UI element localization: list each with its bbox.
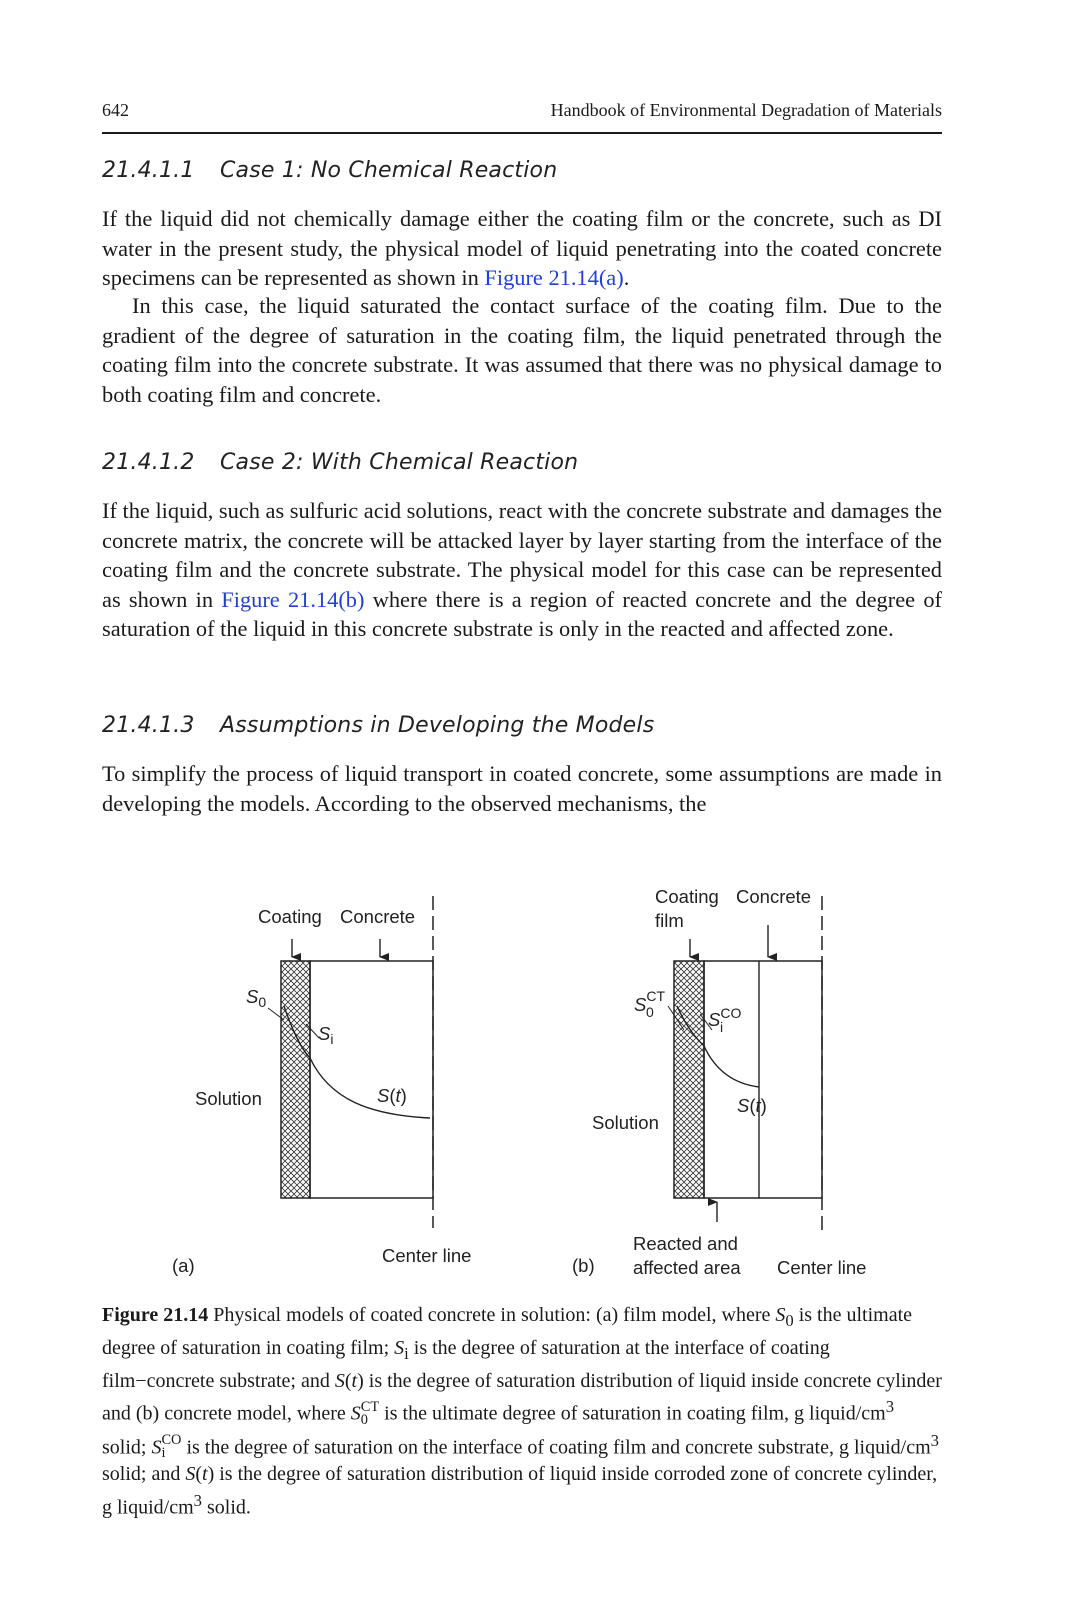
s0-label-a: $S_0$ xyxy=(246,986,267,1010)
header-rule xyxy=(102,132,942,134)
running-header xyxy=(102,100,942,124)
concrete-box-a xyxy=(310,961,433,1198)
solution-label-b: Solution xyxy=(592,1112,659,1133)
figure-link-21-14b[interactable]: Figure 21.14(b) xyxy=(221,586,365,612)
center-line-label-b: Center line xyxy=(777,1257,867,1278)
st-label-b: S(t) xyxy=(737,1095,767,1116)
section-number: 21.4.1.2 xyxy=(102,450,195,475)
solution-label-a: Solution xyxy=(195,1088,262,1109)
figure-caption: Figure 21.14 Physical models of coated concrete in solution: (a) film model, where $S_0$ is the ultimate degree of saturation in coating film; $S_i$ is the degree of saturation at the interface of coating film−concrete substrate; and S(t) is the degree of saturation distribution of liquid inside concrete cylinder and (b) concrete model, where S CT 0 is the ultimate degree of saturation in coating film, g liquid/$cm^3$ solid; S CO i is the degree of saturation on the interface of coating film and concrete substrate, g liquid/$cm^3$ solid; and S(t) is the degree of saturation distribution of liquid inside corroded zone of concrete cylinder, g liquid/$cm^3$ solid. xyxy=(102,1304,942,1519)
section-number: 21.4.1.1 xyxy=(102,158,195,183)
section-number: 21.4.1.3 xyxy=(102,713,195,738)
panel-label-a: (a) xyxy=(172,1255,195,1276)
section-title: Case 1: No Chemical Reaction xyxy=(220,158,558,183)
concrete-label-b: Concrete xyxy=(736,886,812,907)
center-line-label-a: Center line xyxy=(382,1245,472,1266)
reacted-area-label-b: Reacted and affected area xyxy=(633,1233,741,1278)
s0ct-label-b: $S^{CT}$ 0 xyxy=(634,988,666,1020)
figure-21-14 xyxy=(0,860,1067,1280)
si-label-a: $S_i$ xyxy=(318,1023,334,1047)
diagram-b-concrete-model xyxy=(572,886,866,1278)
paragraph-assumptions: To simplify the process of liquid transport in coated concrete, some assumptions are made in developing the models. According to the observed mechanisms, the xyxy=(102,761,942,816)
coating-film-hatch-a xyxy=(281,961,310,1198)
book-title: Handbook of Environmental Degradation of Materials xyxy=(550,100,942,120)
coating-label-a: Coating xyxy=(258,906,322,927)
page-number: 642 xyxy=(102,100,129,120)
sico-label-b: $S^{CO}$ i xyxy=(708,1005,742,1035)
section-title: Assumptions in Developing the Models xyxy=(220,713,655,738)
concrete-label-a: Concrete xyxy=(340,906,416,927)
paragraph-case-2: If the liquid, such as sulfuric acid solutions, react with the concrete substrate and damages the concrete matrix, the concrete will be attacked layer by layer starting from the interface of the coating film and the concrete substrate. The physical model for this case can be represented as shown in Figure 21.14(b) where there is a region of reacted concrete and the degree of saturation of the liquid in this concrete substrate is only in the reacted and affected zone. xyxy=(102,498,943,642)
coating-film-hatch-b xyxy=(674,961,704,1198)
panel-label-b: (b) xyxy=(572,1255,595,1276)
section-heading-assumptions xyxy=(102,713,654,738)
section-heading-case-2 xyxy=(102,450,578,475)
paragraph-case-1-a: If the liquid did not chemically damage either the coating film or the concrete, such as DI water in the present study, the physical model of liquid penetrating into the coated concrete specimens can be represented as shown in Figure 21.14(a). xyxy=(102,206,942,291)
section-heading-case-1 xyxy=(102,158,557,183)
diagram-a-film-model xyxy=(172,896,471,1276)
st-label-a: S(t) xyxy=(377,1085,407,1106)
figure-link-21-14a[interactable]: Figure 21.14(a) xyxy=(484,265,624,291)
caption-label: Figure 21.14 xyxy=(102,1304,209,1326)
section-title: Case 2: With Chemical Reaction xyxy=(220,450,579,475)
concrete-box-b xyxy=(704,961,822,1198)
coating-film-label-b: Coating film xyxy=(655,886,719,931)
paragraph-case-1-b: In this case, the liquid saturated the contact surface of the coating film. Due to the gradient of the degree of saturation in the coating film, the liquid penetrated through the coating film into the concrete substrate. It was assumed that there was no physical damage to both coating film and concrete. xyxy=(102,293,942,407)
